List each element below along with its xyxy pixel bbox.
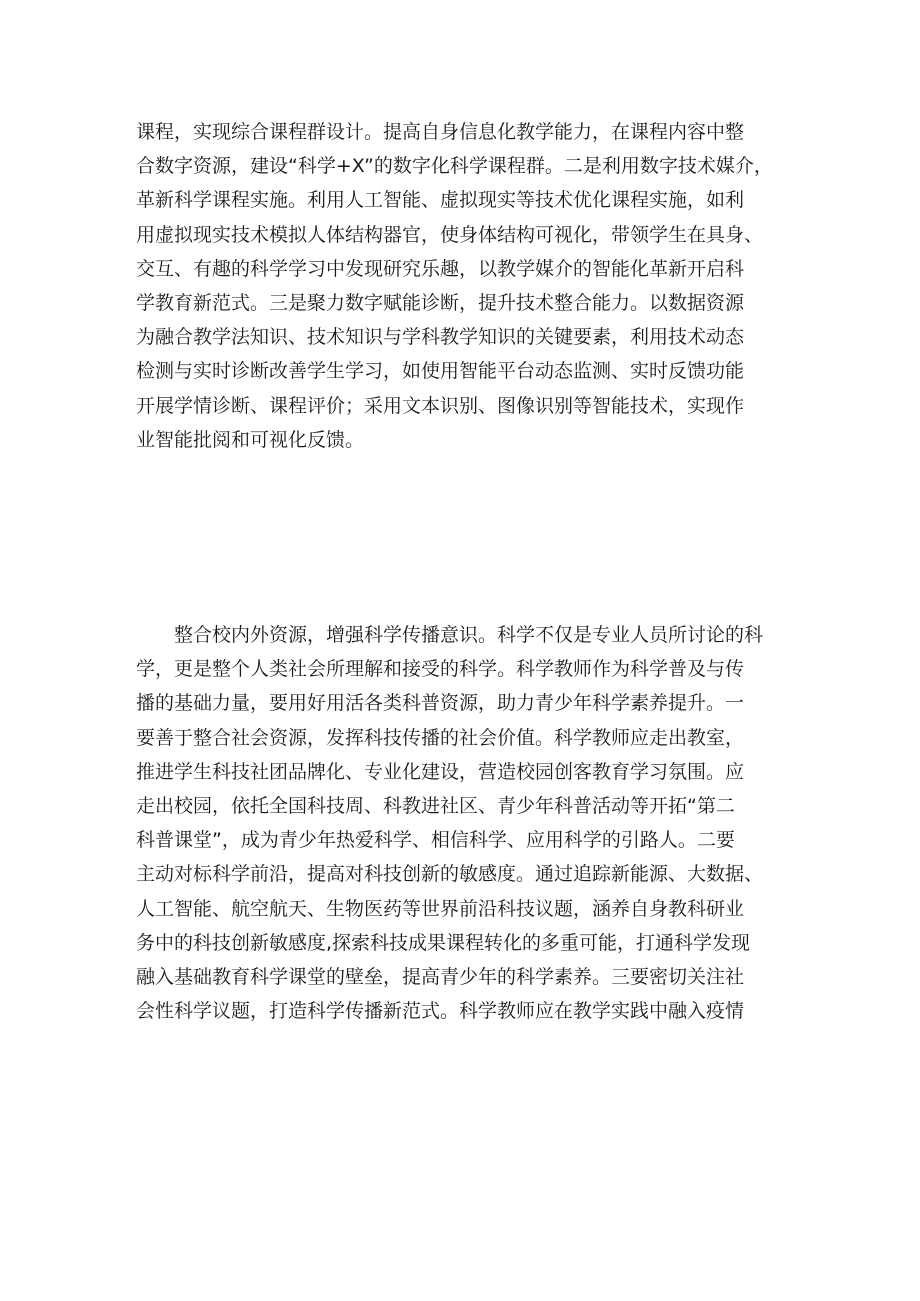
- paragraph-science-communication: [136, 618, 796, 1028]
- paragraph-digital-curriculum: [136, 115, 796, 457]
- text-line: 学，更是整个人类社会所理解和接受的科学。科学教师作为科学普及与传: [136, 658, 745, 681]
- text-line: 播的基础力量，要用好用活各类科普资源，助力青少年科学素养提升。一: [136, 692, 745, 715]
- text-line: 为融合教学法知识、技术知识与学科教学知识的关键要素，利用技术动态: [136, 326, 745, 349]
- text-line: 推进学生科技社团品牌化、专业化建设，营造校园创客教育学习氛围。应: [136, 760, 745, 783]
- text-line: 走出校园，依托全国科技周、科教进社区、青少年科普活动等开拓“第二: [136, 794, 735, 817]
- text-line: 交互、有趣的科学学习中发现研究乐趣，以教学媒介的智能化革新开启科: [136, 257, 745, 280]
- text-line: 融入基础教育科学课堂的壁垒，提高青少年的科学素养。三要密切关注社: [136, 965, 745, 988]
- text-line: 业智能批阅和可视化反馈。: [136, 428, 365, 451]
- text-line: 开展学情诊断、课程评价；采用文本识别、图像识别等智能技术，实现作: [136, 394, 745, 417]
- text-line: 要善于整合社会资源，发挥科技传播的社会价值。科学教师应走出教室，: [136, 726, 745, 749]
- text-line: 务中的科技创新敏感度,探索科技成果课程转化的多重可能，打通科学发现: [136, 931, 751, 954]
- text-line: 检测与实时诊断改善学生学习，如使用智能平台动态监测、实时反馈功能: [136, 360, 745, 383]
- text-line: 用虚拟现实技术模拟人体结构器官，使身体结构可视化，带领学生在具身、: [136, 223, 764, 246]
- text-line: 学教育新范式。三是聚力数字赋能诊断，提升技术整合能力。以数据资源: [136, 291, 745, 314]
- text-line: 人工智能、航空航天、生物医药等世界前沿科技议题，涵养自身教科研业: [136, 897, 745, 920]
- text-line: 课程，实现综合课程群设计。提高自身信息化教学能力，在课程内容中整: [136, 121, 745, 143]
- text-line: 主动对标科学前沿，提高对科技创新的敏感度。通过追踪新能源、大数据、: [136, 863, 764, 886]
- text-line: 整合校内外资源，增强科学传播意识。科学不仅是专业人员所讨论的科: [136, 624, 764, 646]
- text-line: 科普课堂”，成为青少年热爱科学、相信科学、应用科学的引路人。二要: [136, 829, 735, 852]
- text-line: 合数字资源，建设“科学+X”的数字化科学课程群。二是利用数字技术媒介，: [136, 155, 773, 178]
- text-line: 会性科学议题，打造科学传播新范式。科学教师应在教学实践中融入疫情: [136, 1000, 745, 1023]
- text-line: 革新科学课程实施。利用人工智能、虚拟现实等技术优化课程实施，如利: [136, 189, 745, 212]
